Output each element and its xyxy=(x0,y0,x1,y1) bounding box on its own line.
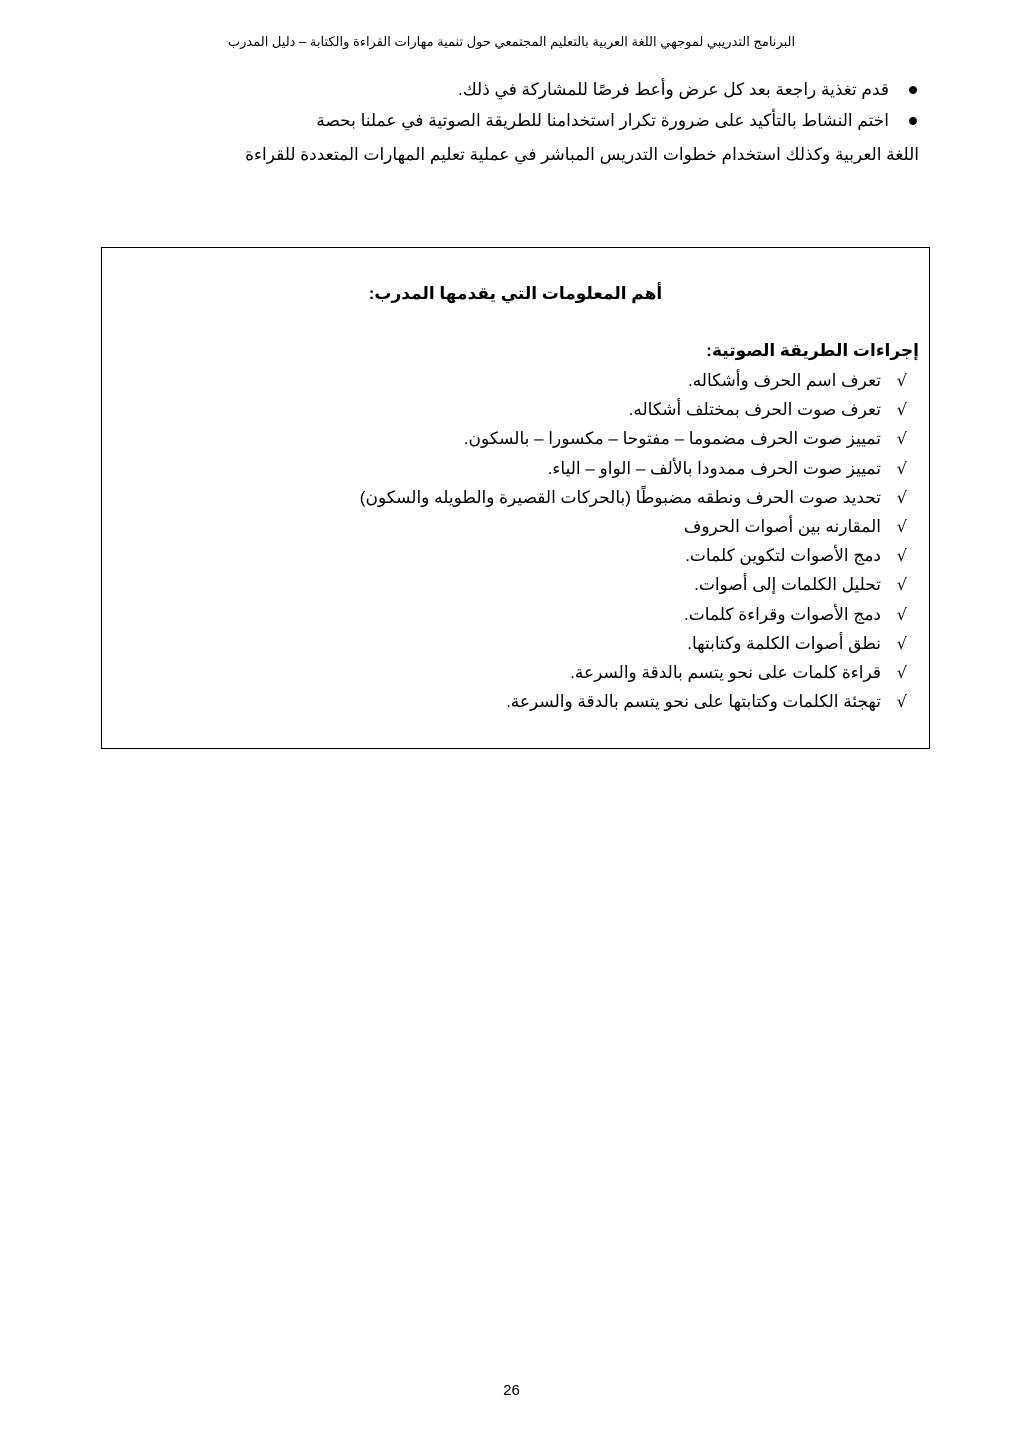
list-item xyxy=(360,454,907,483)
bullet-dot-icon xyxy=(909,117,917,125)
step-text: تمييز صوت الحرف ممدودا بالألف – الواو – الياء. xyxy=(547,458,881,478)
step-text: تعرف اسم الحرف وأشكاله. xyxy=(687,371,881,390)
bullet-text: قدم تغذية راجعة بعد كل عرض وأعط فرصًا للمشاركة في ذلك. xyxy=(458,80,889,99)
box-title: أهم المعلومات التي يقدمها المدرب: xyxy=(368,284,663,303)
list-item xyxy=(360,395,907,424)
step-text: دمج الأصوات لتكوين كلمات. xyxy=(685,546,881,566)
check-mark-icon: √ xyxy=(896,400,907,420)
bullet-text: اختم النشاط بالتأكيد على ضرورة تكرار استخدامنا للطريقة الصوتية في عملنا بحصة xyxy=(316,111,889,130)
step-text: تحديد صوت الحرف ونطقه مضبوطًا (بالحركات القصيرة والطويله والسكون) xyxy=(359,487,881,507)
step-text: تمييز صوت الحرف مضموما – مفتوحا – مكسورا – بالسكون. xyxy=(463,429,881,449)
list-item xyxy=(360,541,907,570)
check-mark-icon: √ xyxy=(896,692,907,712)
list-item xyxy=(360,483,907,512)
bullet-continuation-line: اللغة العربية وكذلك استخدام خطوات التدريس المباشر في عملية تعليم المهارات المتعددة للقراءة xyxy=(245,145,919,164)
step-text: دمج الأصوات وقراءة كلمات. xyxy=(684,604,881,624)
check-mark-icon: √ xyxy=(896,517,907,537)
check-mark-icon: √ xyxy=(896,458,907,478)
check-mark-icon: √ xyxy=(896,575,907,595)
phonics-steps-list xyxy=(360,366,907,716)
list-item xyxy=(360,570,907,599)
step-text: تهجئة الكلمات وكتابتها على نحو يتسم بالدقة والسرعة. xyxy=(506,692,881,712)
check-mark-icon: √ xyxy=(896,371,907,390)
step-text: تحليل الكلمات إلى أصوات. xyxy=(694,575,881,595)
bullet-dot-icon xyxy=(909,86,917,94)
list-item xyxy=(360,600,907,629)
step-text: نطق أصوات الكلمة وكتابتها. xyxy=(687,633,881,653)
list-item xyxy=(360,512,907,541)
box-subtitle: إجراءات الطريقة الصوتية: xyxy=(706,341,919,360)
list-item xyxy=(360,366,907,395)
list-item xyxy=(360,424,907,453)
list-item xyxy=(360,629,907,658)
check-mark-icon: √ xyxy=(896,429,907,449)
list-item xyxy=(360,658,907,687)
page-number: 26 xyxy=(503,1382,520,1399)
running-header: البرنامج التدريبي لموجهي اللغة العربية بالتعليم المجتمعي حول تنمية مهارات القراءة والكتابة – دليل المدرب xyxy=(227,34,796,49)
check-mark-icon: √ xyxy=(896,604,907,624)
check-mark-icon: √ xyxy=(896,633,907,653)
check-mark-icon: √ xyxy=(896,663,907,683)
list-item xyxy=(100,74,923,105)
intro-bullet-list xyxy=(100,74,923,136)
trainer-info-box xyxy=(101,247,930,749)
step-text: تعرف صوت الحرف بمختلف أشكاله. xyxy=(628,400,881,420)
list-item xyxy=(360,687,907,716)
list-item xyxy=(100,105,923,136)
step-text: المقارنه بين أصوات الحروف xyxy=(683,517,881,537)
check-mark-icon: √ xyxy=(896,487,907,507)
step-text: قراءة كلمات على نحو يتسم بالدقة والسرعة. xyxy=(570,663,881,683)
check-mark-icon: √ xyxy=(896,546,907,566)
